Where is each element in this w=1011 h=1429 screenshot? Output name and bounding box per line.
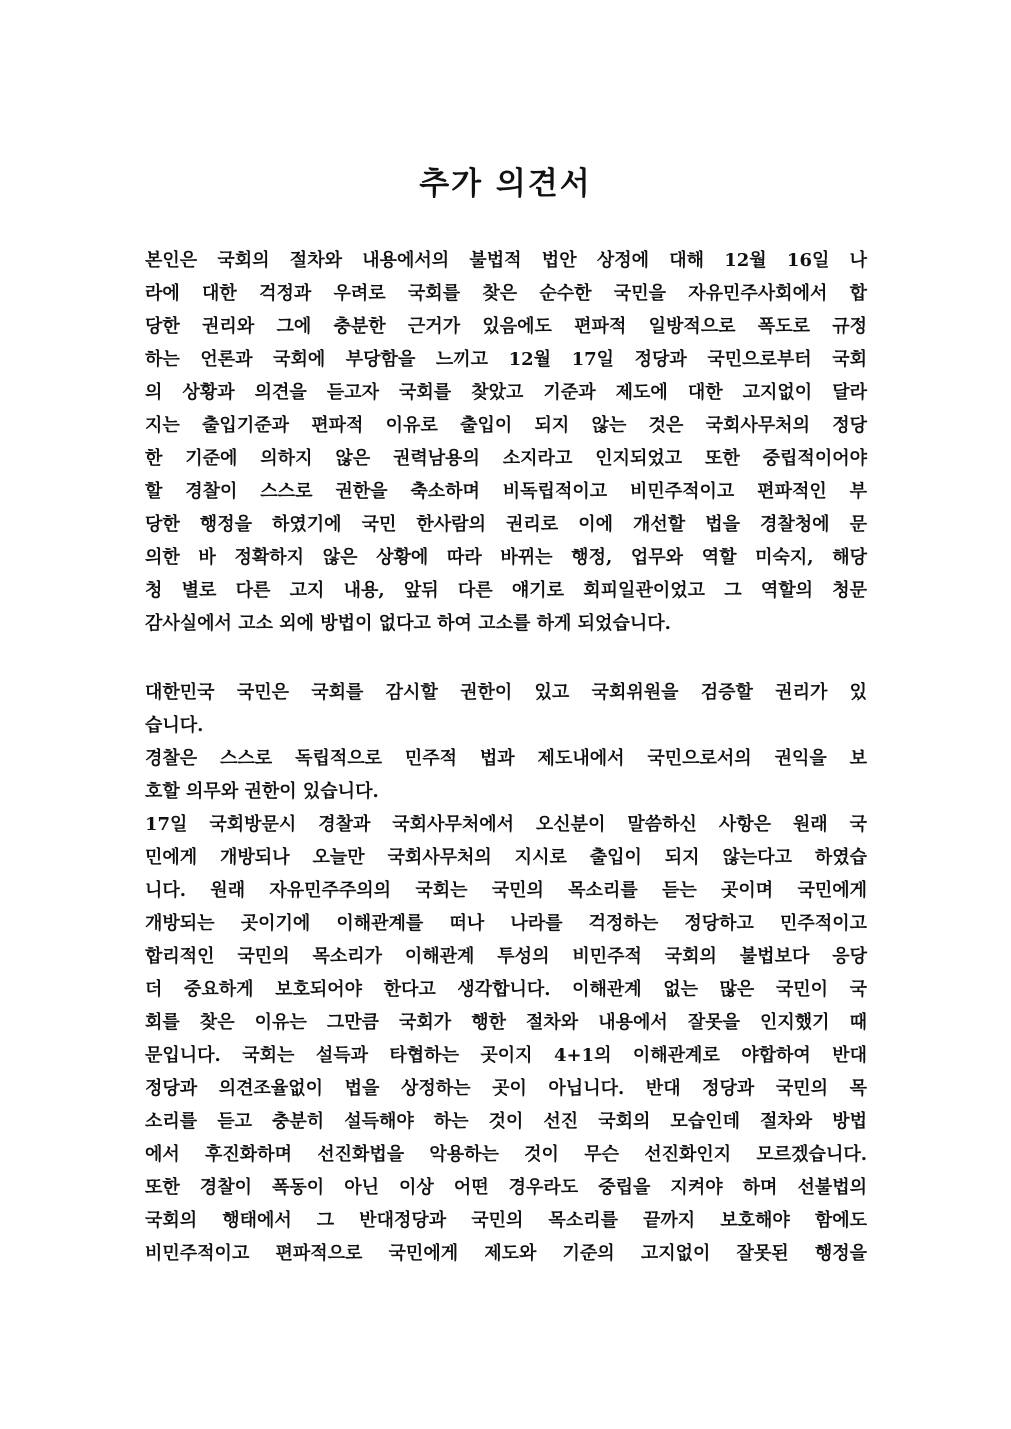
paragraph-line: 문입니다. 국회는 설득과 타협하는 곳이지 4+1의 이해관계로 야합하여 반대	[145, 1045, 867, 1066]
paragraph-line: 에서 후진화하며 선진화법을 악용하는 것이 무슨 선진화인지 모르겠습니다.	[145, 1144, 867, 1165]
paragraph-line: 청 별로 다른 고지 내용, 앞뒤 다른 얘기로 회피일관이었고 그 역할의 청문	[145, 580, 867, 601]
paragraph-line: 의 상황과 의견을 듣고자 국회를 찾았고 기준과 제도에 대한 고지없이 달라	[145, 382, 867, 403]
paragraph-line: 17일 국회방문시 경찰과 국회사무처에서 오신분이 말씀하신 사항은 원래 국	[145, 814, 867, 835]
paragraph-line: 합리적인 국민의 목소리가 이해관계 투성의 비민주적 국회의 불법보다 응당	[145, 946, 867, 967]
paragraph-line: 민에게 개방되나 오늘만 국회사무처의 지시로 출입이 되지 않는다고 하였습	[145, 847, 867, 868]
paragraph-line: 소리를 듣고 충분히 설득해야 하는 것이 선진 국회의 모습인데 절차와 방법	[145, 1111, 867, 1132]
paragraph-line: 정당과 의견조율없이 법을 상정하는 곳이 아닙니다. 반대 정당과 국민의 목	[145, 1078, 867, 1099]
paragraph-line: 습니다.	[145, 715, 204, 736]
paragraph-line: 니다. 원래 자유민주주의의 국회는 국민의 목소리를 듣는 곳이며 국민에게	[145, 880, 867, 901]
paragraph-line: 더 중요하게 보호되어야 한다고 생각합니다. 이해관계 없는 많은 국민이 국	[145, 979, 867, 1000]
paragraph-line: 회를 찾은 이유는 그만큼 국회가 행한 절차와 내용에서 잘못을 인지했기 때	[145, 1012, 867, 1033]
paragraph-line: 하는 언론과 국회에 부당함을 느끼고 12월 17일 정당과 국민으로부터 국회	[145, 349, 867, 370]
paragraph-line: 비민주적이고 편파적으로 국민에게 제도와 기준의 고지없이 잘못된 행정을	[145, 1243, 867, 1264]
paragraph-line: 한 기준에 의하지 않은 권력남용의 소지라고 인지되었고 또한 중립적이어야	[145, 448, 867, 469]
paragraph-line: 대한민국 국민은 국회를 감시할 권한이 있고 국회위원을 검증할 권리가 있	[145, 682, 867, 703]
document-title: 추가 의견서	[419, 166, 592, 202]
paragraph-line: 경찰은 스스로 독립적으로 민주적 법과 제도내에서 국민으로서의 권익을 보	[145, 748, 867, 769]
paragraph-line: 또한 경찰이 폭동이 아닌 이상 어떤 경우라도 중립을 지켜야 하며 선불법의	[145, 1177, 867, 1198]
paragraph-line: 호할 의무와 권한이 있습니다.	[145, 781, 379, 802]
paragraph-line: 국회의 행태에서 그 반대정당과 국민의 목소리를 끝까지 보호해야 함에도	[145, 1210, 867, 1231]
paragraph-line: 감사실에서 고소 외에 방법이 없다고 하여 고소를 하게 되었습니다.	[145, 613, 671, 634]
paragraph-line: 당한 행정을 하였기에 국민 한사람의 권리로 이에 개선할 법을 경찰청에 문	[145, 514, 867, 535]
paragraph-line: 본인은 국회의 절차와 내용에서의 불법적 법안 상정에 대해 12월 16일 나	[145, 250, 867, 271]
paragraph-line: 당한 권리와 그에 충분한 근거가 있음에도 편파적 일방적으로 폭도로 규정	[145, 316, 867, 337]
paragraph-line: 지는 출입기준과 편파적 이유로 출입이 되지 않는 것은 국회사무처의 정당	[145, 415, 867, 436]
paragraph-line: 라에 대한 걱정과 우려로 국회를 찾은 순수한 국민을 자유민주사회에서 합	[145, 283, 867, 304]
paragraph-line: 할 경찰이 스스로 권한을 축소하며 비독립적이고 비민주적이고 편파적인 부	[145, 481, 867, 502]
paragraph-line: 의한 바 정확하지 않은 상황에 따라 바뀌는 행정, 업무와 역할 미숙지, 해당	[145, 547, 867, 568]
paragraph-line: 개방되는 곳이기에 이해관계를 떠나 나라를 걱정하는 정당하고 민주적이고	[145, 913, 867, 934]
